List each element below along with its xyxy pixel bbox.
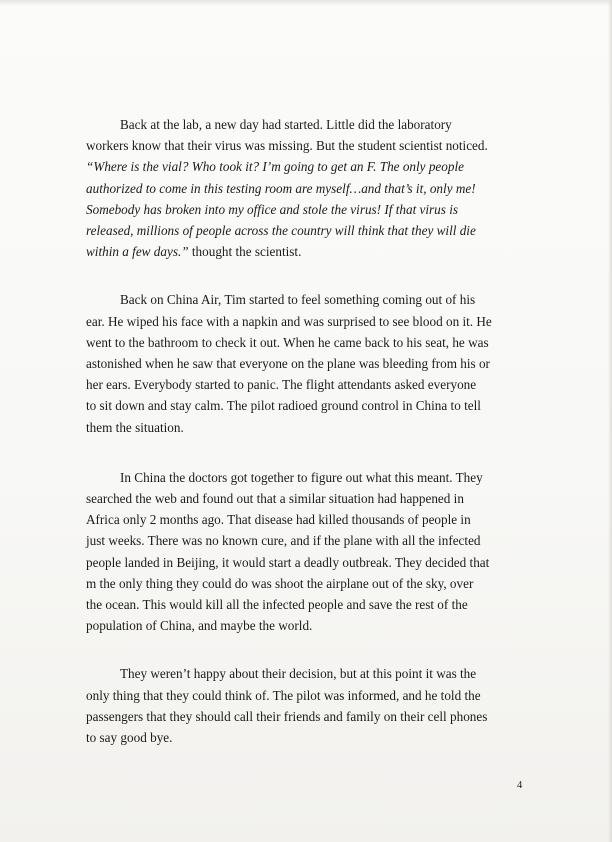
paragraph — [86, 467, 524, 637]
paragraph — [86, 114, 524, 262]
text-line — [86, 552, 524, 573]
text-segment: her ears. Everybody started to panic. The flight attendants asked everyone — [86, 377, 477, 393]
text-line — [86, 488, 524, 509]
text-line — [86, 311, 524, 332]
text-segment: ear. He wiped his face with a napkin and was surprised to see blood on it. He — [86, 313, 492, 329]
text-line — [86, 573, 524, 594]
italic-text: authorized to come in this testing room are myself…and that’s it, only me! — [86, 180, 476, 196]
text-line — [86, 220, 524, 241]
text-segment: people landed in Beijing, it would start a deadly outbreak. They decided that — [86, 554, 490, 570]
text-segment: Back on China Air, Tim started to feel something coming out of his — [120, 292, 476, 308]
story-body — [86, 114, 524, 748]
text-segment: searched the web and found out that a similar situation had happened in — [86, 491, 464, 507]
text-segment: Back at the lab, a new day had started. Little did the laboratory — [120, 117, 452, 132]
text-segment: them the situation. — [86, 419, 184, 435]
text-segment: to sit down and stay calm. The pilot radioed ground control in China to tell — [86, 398, 481, 414]
text-line — [86, 199, 524, 220]
paragraph — [86, 663, 524, 748]
page-number: 4 — [517, 780, 523, 791]
text-segment: the ocean. This would kill all the infected people and save the rest of the — [86, 597, 468, 613]
text-line — [86, 530, 524, 551]
text-line — [86, 289, 524, 310]
text-segment: In China the doctors got together to figure out what this meant. They — [120, 469, 483, 485]
text-segment: m the only thing they could do was shoot the airplane out of the sky, over — [86, 575, 474, 591]
text-line — [86, 114, 524, 135]
text-segment: Africa only 2 months ago. That disease had killed thousands of people in — [86, 512, 471, 528]
text-segment: just weeks. There was no known cure, and if the plane with all the infected — [86, 533, 481, 549]
text-segment: passengers that they should call their friends and family on their cell phones — [86, 708, 488, 724]
text-line — [86, 395, 524, 416]
text-line — [86, 374, 524, 395]
text-line — [86, 241, 524, 262]
text-segment: thought the scientist. — [188, 244, 302, 260]
text-line — [86, 706, 524, 727]
text-line — [86, 135, 524, 156]
italic-text: “Where is the vial? Who took it? I’m going to get an F. The only people — [86, 159, 464, 175]
scan-edge-top — [0, 0, 612, 6]
text-line — [86, 685, 524, 706]
text-segment: They weren’t happy about their decision, but at this point it was the — [120, 666, 477, 682]
text-line — [86, 332, 524, 353]
text-line — [86, 509, 524, 530]
text-segment: workers know that their virus was missing. But the student scientist noticed. — [86, 138, 488, 154]
italic-text: within a few days.” — [86, 244, 189, 260]
text-segment: astonished when he saw that everyone on the plane was bleeding from his or — [86, 356, 490, 372]
text-line — [86, 594, 524, 615]
text-line — [86, 156, 524, 177]
text-segment: went to the bathroom to check it out. When he came back to his seat, he was — [86, 334, 489, 350]
text-segment: to say good bye. — [86, 730, 173, 746]
text-line — [86, 615, 524, 636]
text-line — [86, 178, 524, 199]
paragraph — [86, 289, 524, 437]
text-line — [86, 663, 524, 684]
italic-text: Somebody has broken into my office and stole the virus! If that virus is — [86, 201, 458, 217]
text-segment: population of China, and maybe the world. — [86, 618, 313, 634]
text-line — [86, 467, 524, 488]
italic-text: released, millions of people across the country will think that they will die — [86, 223, 476, 239]
text-line — [86, 417, 524, 438]
text-segment: only thing that they could think of. The pilot was informed, and he told the — [86, 687, 481, 703]
text-line — [86, 353, 524, 374]
text-line — [86, 727, 524, 748]
scan-edge-right — [608, 0, 612, 842]
